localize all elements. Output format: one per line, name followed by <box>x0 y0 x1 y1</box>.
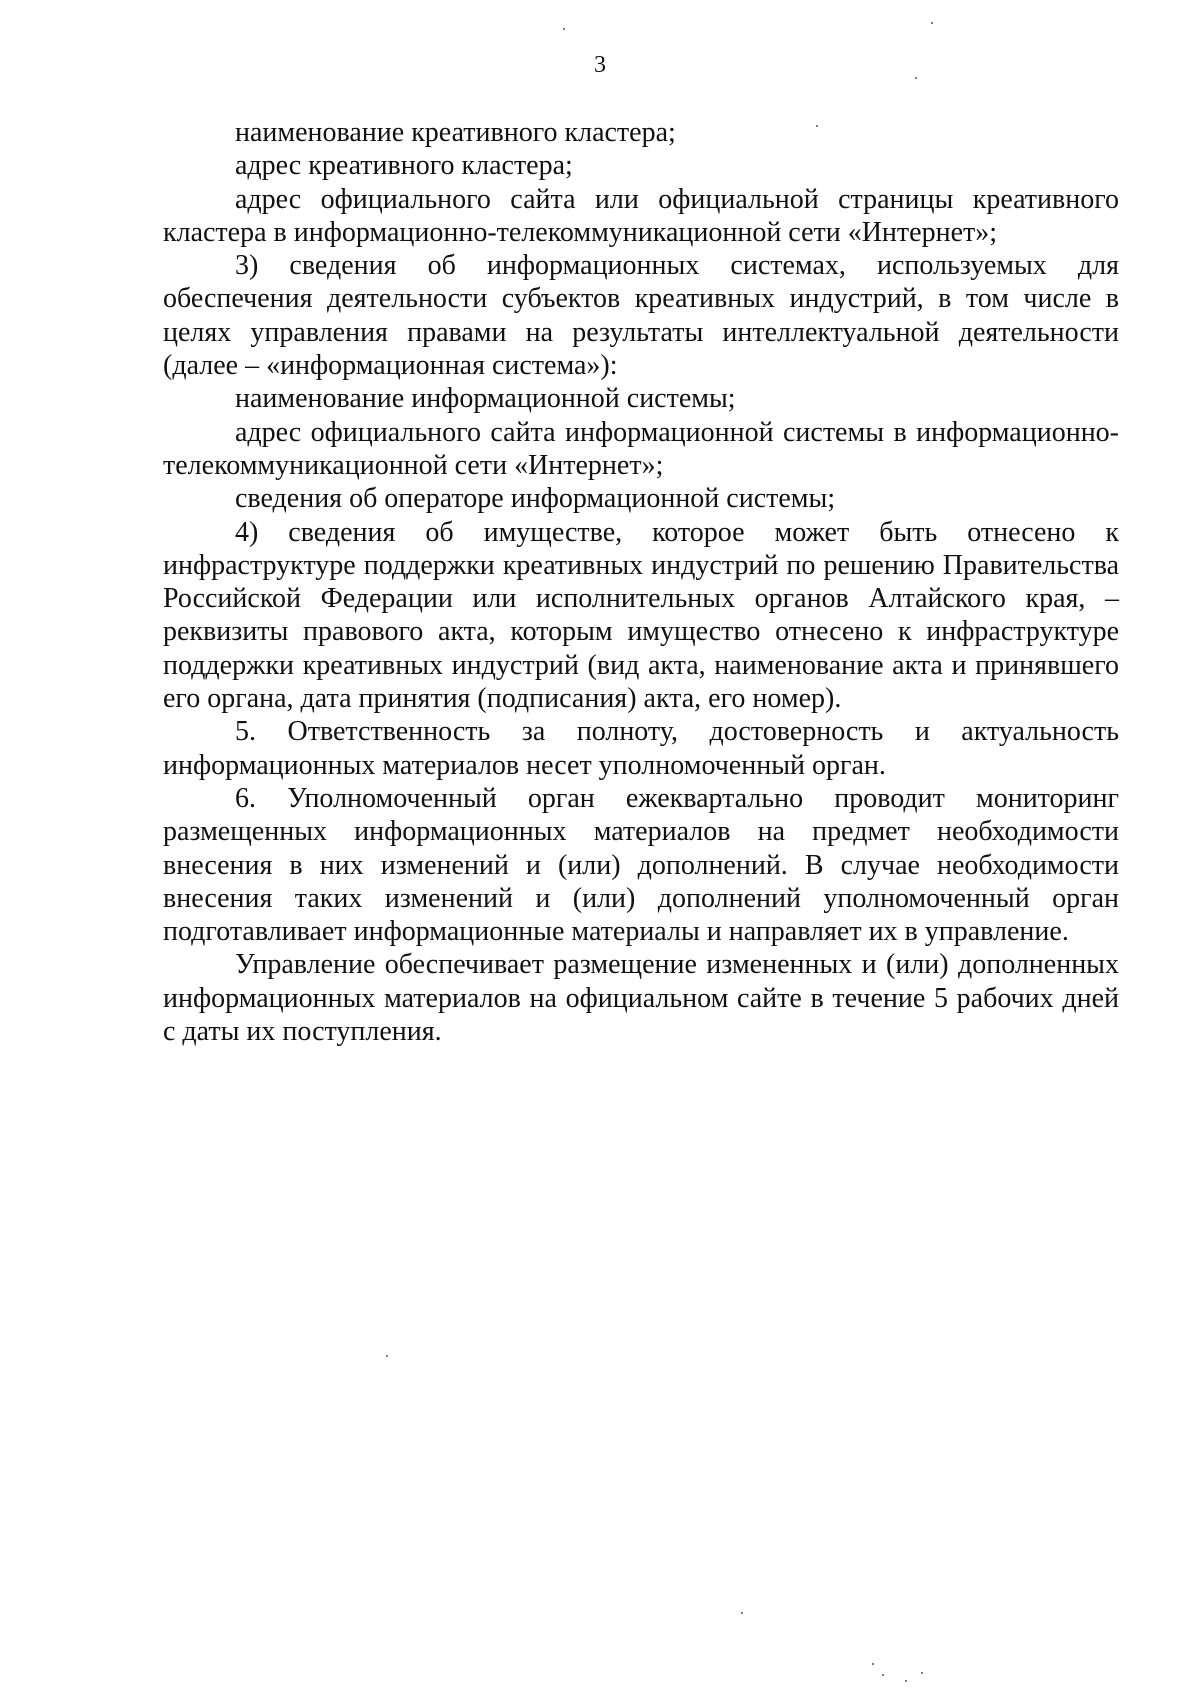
scan-speck <box>931 22 933 24</box>
paragraph: адрес официального сайта или официальной страницы креативного кластера в информационно-телекоммуникационной сети «Интернет»; <box>163 183 1119 248</box>
paragraph: адрес официального сайта информационной системы в информационно-телекоммуникационной сети «Интернет»; <box>163 416 1119 481</box>
paragraph: 4) сведения об имуществе, которое может быть отнесено к инфраструктуре поддержки креативных индустрий по решению Правительства Российской Федерации или исполнительных органов Алтайского края, – реквизиты правового акта, которым имущество отнесено к инфраструктуре поддержки креативных индустрий (вид акта, наименование акта и принявшего его органа, дата принятия (подписания) акта, его номер). <box>163 516 1119 715</box>
scan-speck <box>872 1663 874 1665</box>
paragraph: 5. Ответственность за полноту, достоверность и актуальность информационных материалов несет уполномоченный орган. <box>163 716 1119 781</box>
scan-speck <box>816 125 818 127</box>
paragraph: адрес креативного кластера; <box>235 150 573 182</box>
paragraph: 6. Уполномоченный орган ежеквартально проводит мониторинг размещенных информационных материалов на предмет необходимости внесения в них изменений и (или) дополнений. В случае необходимости внесения таких изменений и (или) дополнений уполномоченный орган подготавливает информационные материалы и направляет их в управление. <box>163 782 1119 948</box>
scan-speck <box>921 1672 923 1674</box>
scan-speck <box>905 1680 907 1682</box>
document-body <box>163 116 1119 1048</box>
paragraph: 3) сведения об информационных системах, используемых для обеспечения деятельности субъектов креативных индустрий, в том числе в целях управления правами на результаты интеллектуальной деятельности (далее – «информационная система»): <box>163 250 1119 382</box>
scan-speck <box>882 1674 884 1676</box>
scan-speck <box>563 28 565 30</box>
paragraph: Управление обеспечивает размещение измененных и (или) дополненных информационных материалов на официальном сайте в течение 5 рабочих дней с даты их поступления. <box>163 949 1119 1048</box>
paragraph: сведения об операторе информационной системы; <box>235 483 836 515</box>
page-number: 3 <box>594 52 606 78</box>
scan-speck <box>386 1355 388 1357</box>
paragraph: наименование информационной системы; <box>235 383 736 415</box>
scan-speck <box>741 1612 743 1614</box>
scan-speck <box>915 77 917 79</box>
paragraph: наименование креативного кластера; <box>235 117 676 148</box>
